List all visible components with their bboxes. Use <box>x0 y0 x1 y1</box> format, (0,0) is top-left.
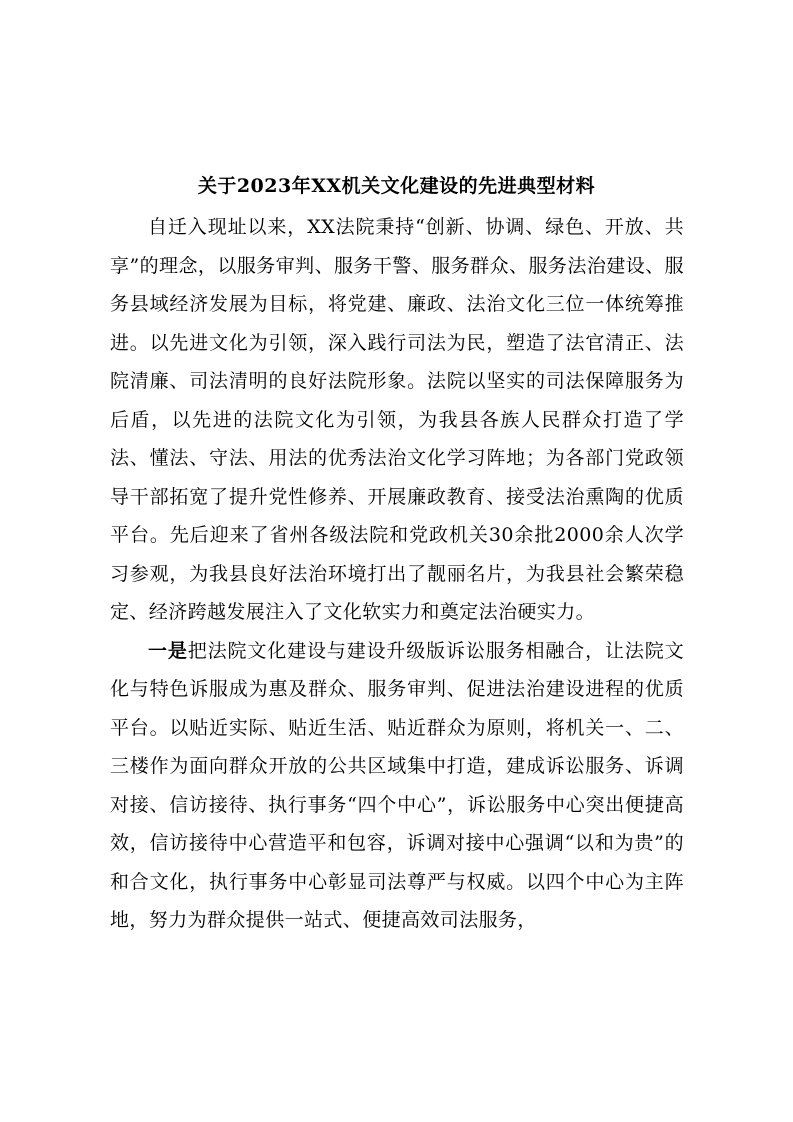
paragraph-text: 自迁入现址以来，XX法院秉持“创新、协调、绿色、开放、共享”的理念，以服务审判、服务干警、服务群众、服务法治建设、服务县域经济发展为目标，将党建、廉政、法治文化三位一体统筹推进。以先进文化为引领，深入践行司法为民，塑造了法官清正、法院清廉、司法清明的良好法院形象。法院以坚实的司法保障服务为后盾，以先进的法院文化为引领，为我县各族人民群众打造了学法、懂法、守法、用法的优秀法治文化学习阵地；为各部门党政领导干部拓宽了提升党性修养、开展廉政教育、接受法治熏陶的优质平台。先后迎来了省州各级法院和党政机关30余批2000余人次学习参观，为我县良好法治环境打出了靓丽名片，为我县社会繁荣稳定、经济跨越发展注入了文化软实力和奠定法治硬实力。 <box>110 216 684 623</box>
paragraph-intro <box>110 208 684 632</box>
document-body <box>110 208 684 940</box>
document-title: 关于2023年XX机关文化建设的先进典型材料 <box>197 175 596 197</box>
paragraph-point-one <box>110 632 684 940</box>
paragraph-text: 把法院文化建设与建设升级版诉讼服务相融合，让法院文化与特色诉服成为惠及群众、服务审判、促进法治建设进程的优质平台。以贴近实际、贴近生活、贴近群众为原则，将机关一、二、三楼作为面向群众开放的公共区域集中打造，建成诉讼服务、诉调对接、信访接待、执行事务“四个中心”，诉讼服务中心突出便捷高效，信访接待中心营造平和包容，诉调对接中心强调“以和为贵”的和合文化，执行事务中心彰显司法尊严与权威。以四个中心为主阵地，努力为群众提供一站式、便捷高效司法服务， <box>110 639 684 931</box>
paragraph-lead: 一是 <box>148 639 188 662</box>
